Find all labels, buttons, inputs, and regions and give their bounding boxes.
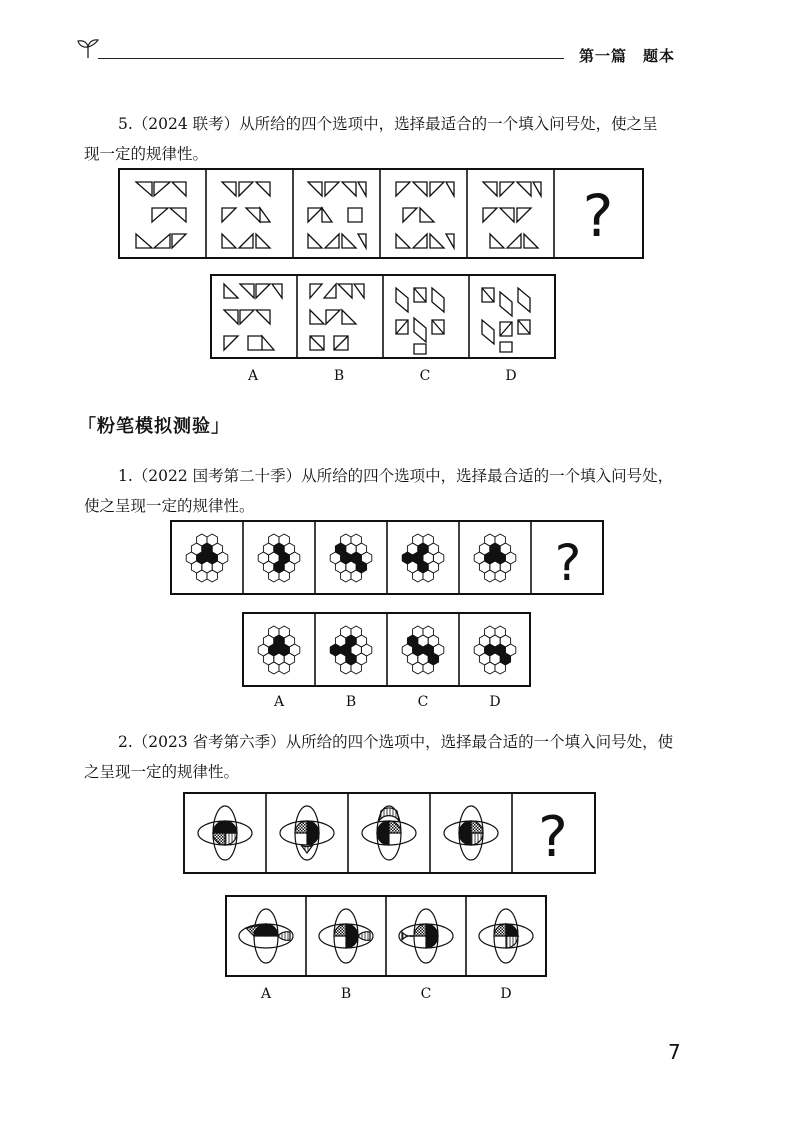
m2-question-mark: ? xyxy=(538,805,568,870)
q5-figure-3 xyxy=(308,182,366,248)
q5-question-mark: ? xyxy=(582,182,614,250)
q5-text-line1: 5.（2024 联考）从所给的四个选项中，选择最适合的一个填入问号处，使之呈 xyxy=(118,115,658,133)
q5-option-b-figure xyxy=(310,284,364,350)
m1-option-c-figure xyxy=(402,626,444,674)
m1-figure-1 xyxy=(186,534,228,582)
q5-figure-5 xyxy=(483,182,541,248)
m1-option-b-label[interactable]: B xyxy=(345,694,357,710)
header-rule xyxy=(98,58,564,59)
m1-figure-5 xyxy=(474,534,516,582)
m2-figure-1 xyxy=(198,806,252,860)
m1-option-c-label[interactable]: C xyxy=(417,694,429,710)
q5-question-row xyxy=(118,168,645,260)
section-title: 「粉笔模拟测验」 xyxy=(78,416,230,437)
m2-options-row xyxy=(225,895,548,978)
m1-text-line1: 1.（2022 国考第二十季）从所给的四个选项中，选择最合适的一个填入问号处， xyxy=(118,467,674,485)
m2-text-line2: 之呈现一定的规律性。 xyxy=(84,763,240,781)
m2-option-a-figure xyxy=(239,909,293,963)
header-title: 第一篇 题本 xyxy=(579,47,676,65)
q5-option-d-figure xyxy=(482,288,530,352)
m1-option-d-figure xyxy=(474,626,516,674)
m1-question-mark: ? xyxy=(554,534,582,592)
m1-text-line2: 使之呈现一定的规律性。 xyxy=(84,497,255,515)
q5-option-d-label[interactable]: D xyxy=(505,368,517,384)
q5-text-line2: 现一定的规律性。 xyxy=(84,145,209,163)
m2-option-d-label[interactable]: D xyxy=(500,986,512,1002)
q5-option-a-figure xyxy=(224,284,282,350)
m1-figure-4 xyxy=(402,534,444,582)
m2-text-line1: 2.（2023 省考第六季）从所给的四个选项中，选择最合适的一个填入问号处，使 xyxy=(118,733,674,751)
m2-figure-3 xyxy=(362,806,416,860)
m2-option-d-figure xyxy=(479,909,533,963)
m1-figure-2 xyxy=(258,534,300,582)
q5-option-c-figure xyxy=(396,288,444,354)
q5-option-a-label[interactable]: A xyxy=(247,368,259,384)
m1-option-d-label[interactable]: D xyxy=(489,694,501,710)
q5-figure-2 xyxy=(222,182,270,248)
m1-option-b-figure xyxy=(330,626,372,674)
m1-options-row xyxy=(242,612,532,688)
m1-question-row xyxy=(170,520,605,596)
m1-option-a-label[interactable]: A xyxy=(273,694,285,710)
m2-option-b-label[interactable]: B xyxy=(340,986,352,1002)
m2-option-b-figure xyxy=(319,909,373,963)
m1-option-a-figure xyxy=(258,626,300,674)
sprout-icon xyxy=(76,38,102,60)
q5-figure-4 xyxy=(396,182,454,248)
m2-option-a-label[interactable]: A xyxy=(260,986,272,1002)
m2-option-c-figure xyxy=(399,909,453,963)
m2-figure-4 xyxy=(444,806,498,860)
q5-figure-1 xyxy=(136,182,186,248)
m1-figure-3 xyxy=(330,534,372,582)
page-number: 7 xyxy=(668,1040,681,1064)
m2-question-row xyxy=(183,792,597,875)
q5-options-row xyxy=(210,274,557,360)
m2-option-c-label[interactable]: C xyxy=(420,986,432,1002)
m2-figure-2 xyxy=(280,806,334,860)
q5-option-c-label[interactable]: C xyxy=(419,368,431,384)
q5-option-b-label[interactable]: B xyxy=(333,368,345,384)
